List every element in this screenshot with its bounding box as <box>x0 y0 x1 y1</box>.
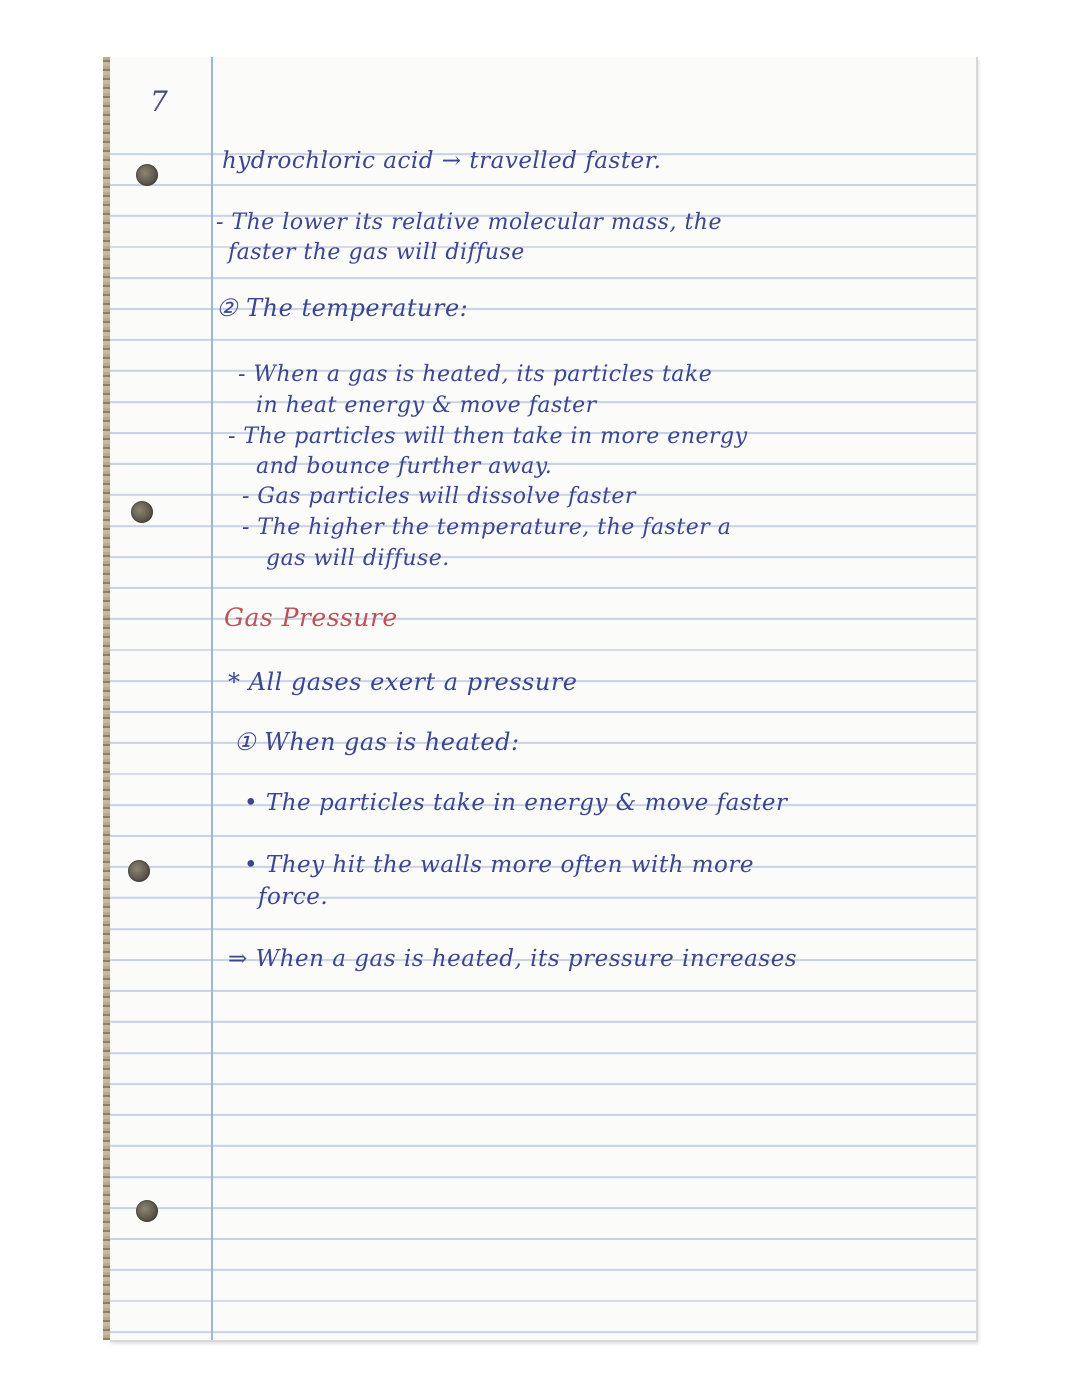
punch-hole <box>131 501 153 523</box>
margin-line <box>211 57 213 1340</box>
note-line: • They hit the walls more often with more <box>244 852 754 878</box>
section-heading: Gas Pressure <box>224 603 398 632</box>
note-line: - The lower its relative molecular mass, the <box>216 210 722 235</box>
note-line: and bounce further away. <box>256 454 553 479</box>
note-line: - Gas particles will dissolve faster <box>242 484 636 509</box>
punch-hole <box>136 1200 158 1222</box>
note-line: ① When gas is heated: <box>234 728 520 756</box>
note-line: - The higher the temperature, the faster a <box>242 515 732 540</box>
page-header-band <box>110 57 976 149</box>
note-line: gas will diffuse. <box>266 546 450 571</box>
note-line: in heat energy & move faster <box>256 393 597 418</box>
note-line: - The particles will then take in more energy <box>228 424 748 449</box>
note-line: hydrochloric acid → travelled faster. <box>222 148 662 174</box>
note-line: - When a gas is heated, its particles take <box>238 362 713 387</box>
note-line: ⇒ When a gas is heated, its pressure increases <box>228 946 798 972</box>
note-line: • The particles take in energy & move faster <box>244 790 788 816</box>
note-line: faster the gas will diffuse <box>228 240 525 265</box>
punch-hole <box>128 860 150 882</box>
note-line: ② The temperature: <box>216 294 469 322</box>
note-line: * All gases exert a pressure <box>228 668 578 696</box>
page-number: 7 <box>150 85 169 118</box>
punch-hole <box>136 164 158 186</box>
note-line: force. <box>258 884 329 910</box>
